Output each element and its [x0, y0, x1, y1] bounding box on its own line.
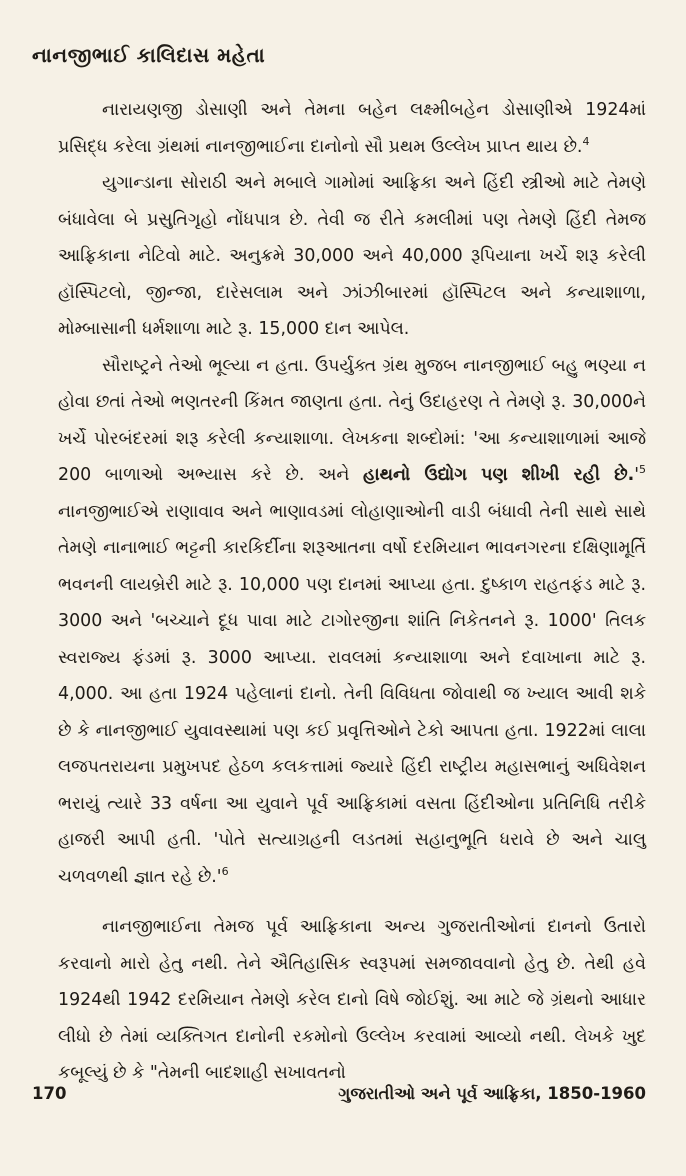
paragraph-2 [58, 165, 646, 348]
footnote-ref-4: 4 [582, 134, 590, 148]
paragraph-3-text-a: સૌરાષ્ટ્રને તેઓ ભૂલ્યા ન હતા. ઉપર્યુક્ત ગ્રંથ મુજબ નાનજીભાઈ બહુ ભણ્યા ન હોવા છતાં તેઓ ભણતરની કિંમત જાણતા હતા. તેનું ઉદાહરણ તે તેમણે રૂ. 30,000ને ખર્ચે પોરબંદરમાં શરૂ કરેલી કન્યાશાળા. લેખકના શબ્દોમાં: 'આ કન્યાશાળામાં આજે 200 બાળાઓ અભ્યાસ કરે છે. અને [58, 355, 646, 485]
paragraph-3-emphasis: હાથનો ઉદ્યોગ પણ શીખી રહી છે. [363, 465, 635, 485]
footnote-ref-5: 5 [639, 463, 646, 477]
body-text [58, 92, 646, 1092]
paragraph-1 [58, 92, 646, 165]
footnote-ref-6: 6 [221, 864, 229, 878]
running-head: નાનજીભાઈ કાલિદાસ મહેતા [32, 43, 266, 67]
book-title: ગુજરાતીઓ અને પૂર્વ આફ્રિકા, 1850-1960 [338, 1084, 646, 1103]
paragraph-1-text: નારાયણજી ડોસાણી અને તેમના બહેન લક્ષ્મીબહેન ડોસાણીએ 1924માં પ્રસિદ્ધ કરેલા ગ્રંથમાં નાનજીભાઈના દાનોનો સૌ પ્રથમ ઉલ્લેખ પ્રાપ્ત થાય છે. [58, 100, 646, 157]
paragraph-3 [58, 348, 646, 896]
page-number: 170 [32, 1084, 67, 1103]
paragraph-2-text: યુગાન્ડાના સોરાઠી અને મબાલે ગામોમાં આફ્રિકા અને હિંદી સ્ત્રીઓ માટે તેમણે બંધાવેલા બે પ્રસુતિગૃહો નોંધપાત્ર છે. તેવી જ રીતે કમલીમાં પણ તેમણે હિંદી તેમજ આફ્રિકાના નેટિવો માટે. અનુક્રમે 30,000 અને 40,000 રૂપિયાના ખર્ચે શરૂ કરેલી હૉસ્પિટલો, જીન્જા, દારેસલામ અને ઝાંઝીબારમાં હૉસ્પિટલ અને કન્યાશાળા, મોમ્બાસાની ધર્મશાળા માટે રૂ. 15,000 દાન આપેલ. [58, 173, 646, 339]
paragraph-4 [58, 909, 646, 1092]
paragraph-4-text: નાનજીભાઈના તેમજ પૂર્વ આફ્રિકાના અન્ય ગુજરાતીઓનાં દાનનો ઉતારો કરવાનો મારો હેતુ નથી. તેને ઐતિહાસિક સ્વરૂપમાં સમજાવવાનો હેતુ છે. તેથી હવે 1924થી 1942 દરમિયાન તેમણે કરેલ દાનો વિષે જોઈશું. આ માટે જે ગ્રંથનો આધાર લીધો છે તેમાં વ્યક્તિગત દાનોની રકમોનો ઉલ્લેખ કરવામાં આવ્યો નથી. લેખકે ખુદ કબૂલ્યું છે કે "તેમની બાદશાહી સખાવતનો [58, 917, 646, 1083]
paragraph-3-text-c: નાનજીભાઈએ રાણાવાવ અને ભાણાવડમાં લોહાણાઓની વાડી બંધાવી તેની સાથે સાથે તેમણે નાનાભાઈ ભટ્ટની કારકિર્દીના શરૂઆતના વર્ષો દરમિયાન ભાવનગરના દક્ષિણામૂર્તિ ભવનની લાયબ્રેરી માટે રૂ. 10,000 પણ દાનમાં આપ્યા હતા. દુષ્કાળ રાહતફંડ માટે રૂ. 3000 અને 'બચ્ચાને દૂધ પાવા માટે ટાગોરજીના શાંતિ નિકેતનને રૂ. 1000' તિલક સ્વરાજ્ય ફંડમાં રૂ. 3000 આપ્યા. રાવલમાં કન્યાશાળા અને દવાખાના માટે રૂ. 4,000. આ હતા 1924 પહેલાનાં દાનો. તેની વિવિધતા જોવાથી જ ખ્યાલ આવી શકે છે કે નાનજીભાઈ યુવાવસ્થામાં પણ કઈ પ્રવૃત્તિઓને ટેકો આપતા હતા. 1922માં લાલા લજપતરાયના પ્રમુખપદ હેઠળ કલકત્તામાં જ્યારે હિંદી રાષ્ટ્રીય મહાસભાનું અધિવેશન ભરાયું ત્યારે 33 વર્ષના આ યુવાને પૂર્વ આફ્રિકામાં વસતા હિંદીઓના પ્રતિનિધિ તરીકે હાજરી આપી હતી. 'પોતે સત્યાગ્રહની લડતમાં સહાનુભૂતિ ધરાવે છે અને ચાલુ ચળવળથી જ્ઞાત રહે છે.' [58, 501, 646, 887]
page-footer [32, 1084, 646, 1104]
paragraph-3-text-b: ' [634, 465, 639, 485]
